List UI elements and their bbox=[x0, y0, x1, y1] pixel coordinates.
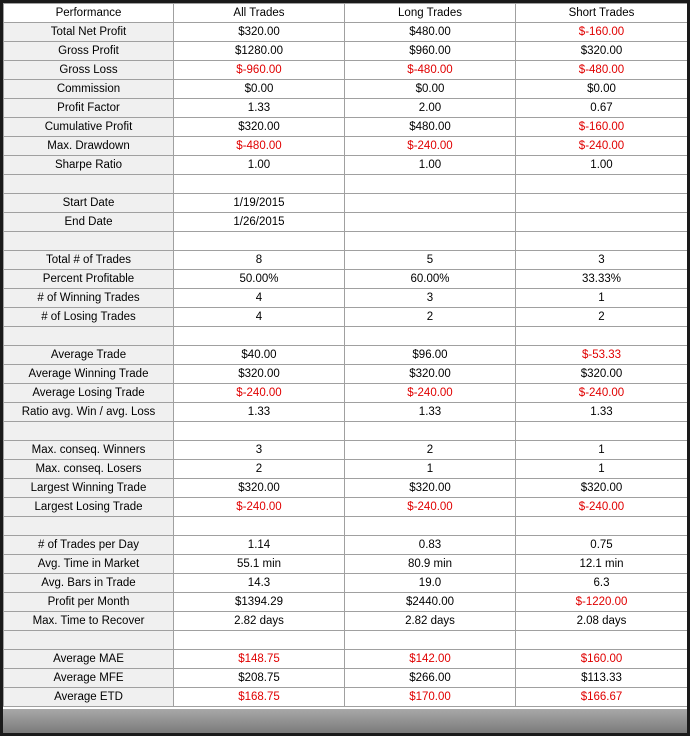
table-row[interactable] bbox=[4, 346, 688, 365]
table-row[interactable] bbox=[4, 441, 688, 460]
table-cell: $40.00 bbox=[174, 346, 345, 365]
table-row[interactable] bbox=[4, 61, 688, 80]
table-cell: $0.00 bbox=[516, 80, 688, 99]
table-cell: $0.00 bbox=[345, 80, 516, 99]
table-cell: $-160.00 bbox=[516, 118, 688, 137]
table-cell: 5 bbox=[345, 251, 516, 270]
table-cell: 1 bbox=[516, 460, 688, 479]
row-label: Largest Winning Trade bbox=[4, 479, 174, 498]
row-label: Avg. Bars in Trade bbox=[4, 574, 174, 593]
row-label: Max. conseq. Winners bbox=[4, 441, 174, 460]
table-cell: $170.00 bbox=[345, 688, 516, 707]
table-cell: 2 bbox=[345, 308, 516, 327]
table-cell bbox=[345, 175, 516, 194]
row-label: Cumulative Profit bbox=[4, 118, 174, 137]
table-row[interactable] bbox=[4, 289, 688, 308]
table-row[interactable] bbox=[4, 498, 688, 517]
table-row[interactable] bbox=[4, 384, 688, 403]
header-row bbox=[4, 4, 688, 23]
table-cell: 3 bbox=[516, 251, 688, 270]
table-cell: 2 bbox=[345, 441, 516, 460]
table-row[interactable] bbox=[4, 688, 688, 707]
performance-table bbox=[3, 3, 687, 707]
row-label bbox=[4, 631, 174, 650]
table-row[interactable] bbox=[4, 631, 688, 650]
table-cell: $142.00 bbox=[345, 650, 516, 669]
table-cell: 8 bbox=[174, 251, 345, 270]
table-cell: 2.82 days bbox=[345, 612, 516, 631]
table-cell: 55.1 min bbox=[174, 555, 345, 574]
table-cell: 2.08 days bbox=[516, 612, 688, 631]
table-cell: 1.14 bbox=[174, 536, 345, 555]
row-label: Average Trade bbox=[4, 346, 174, 365]
table-row[interactable] bbox=[4, 574, 688, 593]
table-cell: 4 bbox=[174, 289, 345, 308]
table-row[interactable] bbox=[4, 327, 688, 346]
table-cell: 14.3 bbox=[174, 574, 345, 593]
table-cell: $320.00 bbox=[345, 365, 516, 384]
table-row[interactable] bbox=[4, 669, 688, 688]
table-cell: 50.00% bbox=[174, 270, 345, 289]
table-row[interactable] bbox=[4, 308, 688, 327]
row-label: # of Trades per Day bbox=[4, 536, 174, 555]
table-cell bbox=[174, 175, 345, 194]
table-row[interactable] bbox=[4, 213, 688, 232]
table-cell: 1/19/2015 bbox=[174, 194, 345, 213]
table-cell: $2440.00 bbox=[345, 593, 516, 612]
table-cell bbox=[345, 213, 516, 232]
table-cell: 80.9 min bbox=[345, 555, 516, 574]
table-cell: 1.33 bbox=[516, 403, 688, 422]
table-cell bbox=[345, 517, 516, 536]
table-cell: 6.3 bbox=[516, 574, 688, 593]
table-row[interactable] bbox=[4, 365, 688, 384]
table-cell: $320.00 bbox=[174, 479, 345, 498]
table-cell: $266.00 bbox=[345, 669, 516, 688]
table-cell: $160.00 bbox=[516, 650, 688, 669]
table-cell: 3 bbox=[345, 289, 516, 308]
table-row[interactable] bbox=[4, 517, 688, 536]
table-cell: 1 bbox=[345, 460, 516, 479]
row-label: Max. Drawdown bbox=[4, 137, 174, 156]
table-cell: $-240.00 bbox=[345, 498, 516, 517]
table-cell bbox=[174, 517, 345, 536]
table-cell: $-240.00 bbox=[174, 498, 345, 517]
table-cell: $-1220.00 bbox=[516, 593, 688, 612]
table-cell: $480.00 bbox=[345, 118, 516, 137]
table-cell: $-53.33 bbox=[516, 346, 688, 365]
table-cell: $96.00 bbox=[345, 346, 516, 365]
table-cell bbox=[516, 422, 688, 441]
table-row[interactable] bbox=[4, 422, 688, 441]
row-label: # of Losing Trades bbox=[4, 308, 174, 327]
table-row[interactable] bbox=[4, 80, 688, 99]
table-row[interactable] bbox=[4, 479, 688, 498]
table-cell: $-480.00 bbox=[174, 137, 345, 156]
table-cell: 19.0 bbox=[345, 574, 516, 593]
row-label: Gross Profit bbox=[4, 42, 174, 61]
table-row[interactable] bbox=[4, 42, 688, 61]
horizontal-scroll-area[interactable] bbox=[3, 709, 687, 733]
table-cell: 2.82 days bbox=[174, 612, 345, 631]
table-cell: $168.75 bbox=[174, 688, 345, 707]
table-cell: $-240.00 bbox=[516, 498, 688, 517]
row-label bbox=[4, 327, 174, 346]
table-cell: $113.33 bbox=[516, 669, 688, 688]
table-cell: $-160.00 bbox=[516, 23, 688, 42]
header-all-trades[interactable]: All Trades bbox=[174, 4, 345, 23]
table-cell bbox=[345, 422, 516, 441]
table-cell: 4 bbox=[174, 308, 345, 327]
table-cell: $-240.00 bbox=[516, 137, 688, 156]
table-cell: 1.33 bbox=[174, 99, 345, 118]
table-cell: 3 bbox=[174, 441, 345, 460]
table-cell: $480.00 bbox=[345, 23, 516, 42]
row-label bbox=[4, 422, 174, 441]
table-cell bbox=[174, 327, 345, 346]
table-cell: $-960.00 bbox=[174, 61, 345, 80]
table-cell: 0.75 bbox=[516, 536, 688, 555]
header-long-trades[interactable]: Long Trades bbox=[345, 4, 516, 23]
table-cell: $148.75 bbox=[174, 650, 345, 669]
table-row[interactable] bbox=[4, 460, 688, 479]
row-label: Total # of Trades bbox=[4, 251, 174, 270]
table-cell: 2.00 bbox=[345, 99, 516, 118]
row-label: Average ETD bbox=[4, 688, 174, 707]
row-label: Average MAE bbox=[4, 650, 174, 669]
table-cell: $-480.00 bbox=[516, 61, 688, 80]
row-label: Total Net Profit bbox=[4, 23, 174, 42]
table-cell: $-240.00 bbox=[345, 384, 516, 403]
header-short-trades[interactable]: Short Trades bbox=[516, 4, 688, 23]
row-label: Ratio avg. Win / avg. Loss bbox=[4, 403, 174, 422]
table-cell: 2 bbox=[174, 460, 345, 479]
table-cell: 33.33% bbox=[516, 270, 688, 289]
table-cell: $166.67 bbox=[516, 688, 688, 707]
table-row[interactable] bbox=[4, 175, 688, 194]
row-label: Start Date bbox=[4, 194, 174, 213]
table-cell: 2 bbox=[516, 308, 688, 327]
row-label: Commission bbox=[4, 80, 174, 99]
table-cell: $1280.00 bbox=[174, 42, 345, 61]
table-cell: 1.00 bbox=[345, 156, 516, 175]
row-label: End Date bbox=[4, 213, 174, 232]
table-cell bbox=[516, 327, 688, 346]
table-cell bbox=[516, 631, 688, 650]
table-cell: $320.00 bbox=[174, 365, 345, 384]
table-cell: 60.00% bbox=[345, 270, 516, 289]
row-label: Profit Factor bbox=[4, 99, 174, 118]
table-cell bbox=[345, 232, 516, 251]
row-label bbox=[4, 232, 174, 251]
table-cell bbox=[516, 175, 688, 194]
table-cell: 1/26/2015 bbox=[174, 213, 345, 232]
table-cell: 1.33 bbox=[174, 403, 345, 422]
table-cell: $320.00 bbox=[516, 365, 688, 384]
performance-window bbox=[3, 3, 687, 733]
row-label: Average MFE bbox=[4, 669, 174, 688]
table-cell: $320.00 bbox=[174, 23, 345, 42]
header-performance[interactable]: Performance bbox=[4, 4, 174, 23]
table-row[interactable] bbox=[4, 156, 688, 175]
row-label bbox=[4, 175, 174, 194]
row-label bbox=[4, 517, 174, 536]
table-cell bbox=[174, 232, 345, 251]
table-cell: $-240.00 bbox=[174, 384, 345, 403]
table-cell: $-240.00 bbox=[345, 137, 516, 156]
table-cell bbox=[516, 213, 688, 232]
table-row[interactable] bbox=[4, 118, 688, 137]
table-row[interactable] bbox=[4, 612, 688, 631]
row-label: Gross Loss bbox=[4, 61, 174, 80]
table-cell: 0.83 bbox=[345, 536, 516, 555]
row-label: Avg. Time in Market bbox=[4, 555, 174, 574]
table-cell bbox=[516, 232, 688, 251]
row-label: Average Winning Trade bbox=[4, 365, 174, 384]
table-cell: 12.1 min bbox=[516, 555, 688, 574]
table-cell: $320.00 bbox=[516, 42, 688, 61]
table-row[interactable] bbox=[4, 593, 688, 612]
table-row[interactable] bbox=[4, 99, 688, 118]
table-cell: $320.00 bbox=[516, 479, 688, 498]
table-cell: $320.00 bbox=[345, 479, 516, 498]
table-cell: 1.00 bbox=[174, 156, 345, 175]
table-cell bbox=[345, 327, 516, 346]
table-cell: $320.00 bbox=[174, 118, 345, 137]
table-row[interactable] bbox=[4, 270, 688, 289]
table-cell bbox=[345, 194, 516, 213]
table-cell: 1 bbox=[516, 441, 688, 460]
row-label: Max. Time to Recover bbox=[4, 612, 174, 631]
table-cell: $0.00 bbox=[174, 80, 345, 99]
table-cell: $-240.00 bbox=[516, 384, 688, 403]
row-label: Max. conseq. Losers bbox=[4, 460, 174, 479]
table-cell: $1394.29 bbox=[174, 593, 345, 612]
row-label: Profit per Month bbox=[4, 593, 174, 612]
table-cell: $208.75 bbox=[174, 669, 345, 688]
table-cell: 0.67 bbox=[516, 99, 688, 118]
table-row[interactable] bbox=[4, 650, 688, 669]
table-cell bbox=[516, 517, 688, 536]
table-row[interactable] bbox=[4, 555, 688, 574]
table-cell: $960.00 bbox=[345, 42, 516, 61]
table-cell: 1 bbox=[516, 289, 688, 308]
table-row[interactable] bbox=[4, 137, 688, 156]
table-row[interactable] bbox=[4, 536, 688, 555]
row-label: Average Losing Trade bbox=[4, 384, 174, 403]
table-cell bbox=[345, 631, 516, 650]
row-label: Percent Profitable bbox=[4, 270, 174, 289]
row-label: Sharpe Ratio bbox=[4, 156, 174, 175]
table-row[interactable] bbox=[4, 23, 688, 42]
row-label: Largest Losing Trade bbox=[4, 498, 174, 517]
table-row[interactable] bbox=[4, 232, 688, 251]
table-cell: 1.33 bbox=[345, 403, 516, 422]
table-cell bbox=[174, 631, 345, 650]
table-cell: 1.00 bbox=[516, 156, 688, 175]
table-row[interactable] bbox=[4, 403, 688, 422]
table-row[interactable] bbox=[4, 251, 688, 270]
table-row[interactable] bbox=[4, 194, 688, 213]
table-cell bbox=[174, 422, 345, 441]
table-cell bbox=[516, 194, 688, 213]
table-cell: $-480.00 bbox=[345, 61, 516, 80]
row-label: # of Winning Trades bbox=[4, 289, 174, 308]
